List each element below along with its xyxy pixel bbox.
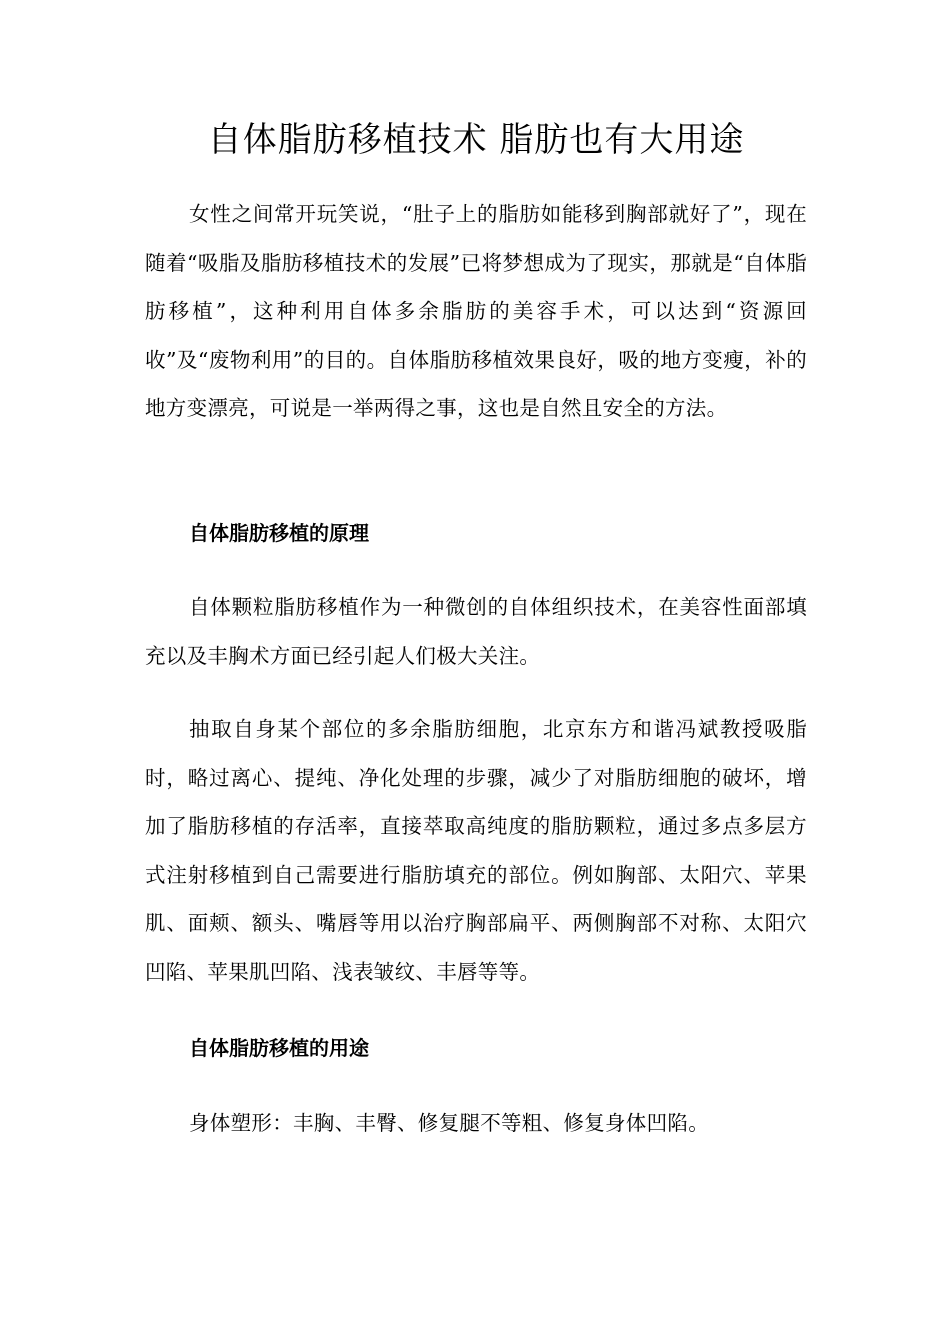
principle-paragraph-2: 抽取自身某个部位的多余脂肪细胞，北京东方和谐冯斌教授吸脂时，略过离心、提纯、净化处理的步骤，减少了对脂肪细胞的破坏，增加了脂肪移植的存活率，直接萃取高纯度的脂肪颗粒，通过多点多层方式注射移植到自己需要进行脂肪填充的部位。例如胸部、太阳穴、苹果肌、面颊、额头、嘴唇等用以治疗胸部扁平、两侧胸部不对称、太阳穴凹陷、苹果肌凹陷、浅表皱纹、丰唇等等。 — [145, 717, 807, 984]
intro-paragraph: 女性之间常开玩笑说，“肚子上的脂肪如能移到胸部就好了”，现在随着“吸脂及脂肪移植技术的发展”已将梦想成为了现实，那就是“自体脂肪移植”，这种利用自体多余脂肪的美容手术，可以达到“资源回收”及“废物利用”的目的。自体脂肪移植效果良好，吸的地方变瘦，补的地方变漂亮，可说是一举两得之事，这也是自然且安全的方法。 — [145, 202, 807, 421]
section-heading-uses: 自体脂肪移植的用途 — [189, 1036, 369, 1060]
principle-paragraph-1: 自体颗粒脂肪移植作为一种微创的自体组织技术，在美容性面部填充以及丰胸术方面已经引起人们极大关注。 — [145, 595, 807, 668]
section-heading-principle: 自体脂肪移植的原理 — [189, 521, 369, 545]
uses-paragraph-1: 身体塑形：丰胸、丰臀、修复腿不等粗、修复身体凹陷。 — [189, 1111, 709, 1135]
document-title: 自体脂肪移植技术 脂肪也有大用途 — [207, 120, 745, 160]
document-page — [145, 0, 807, 1344]
